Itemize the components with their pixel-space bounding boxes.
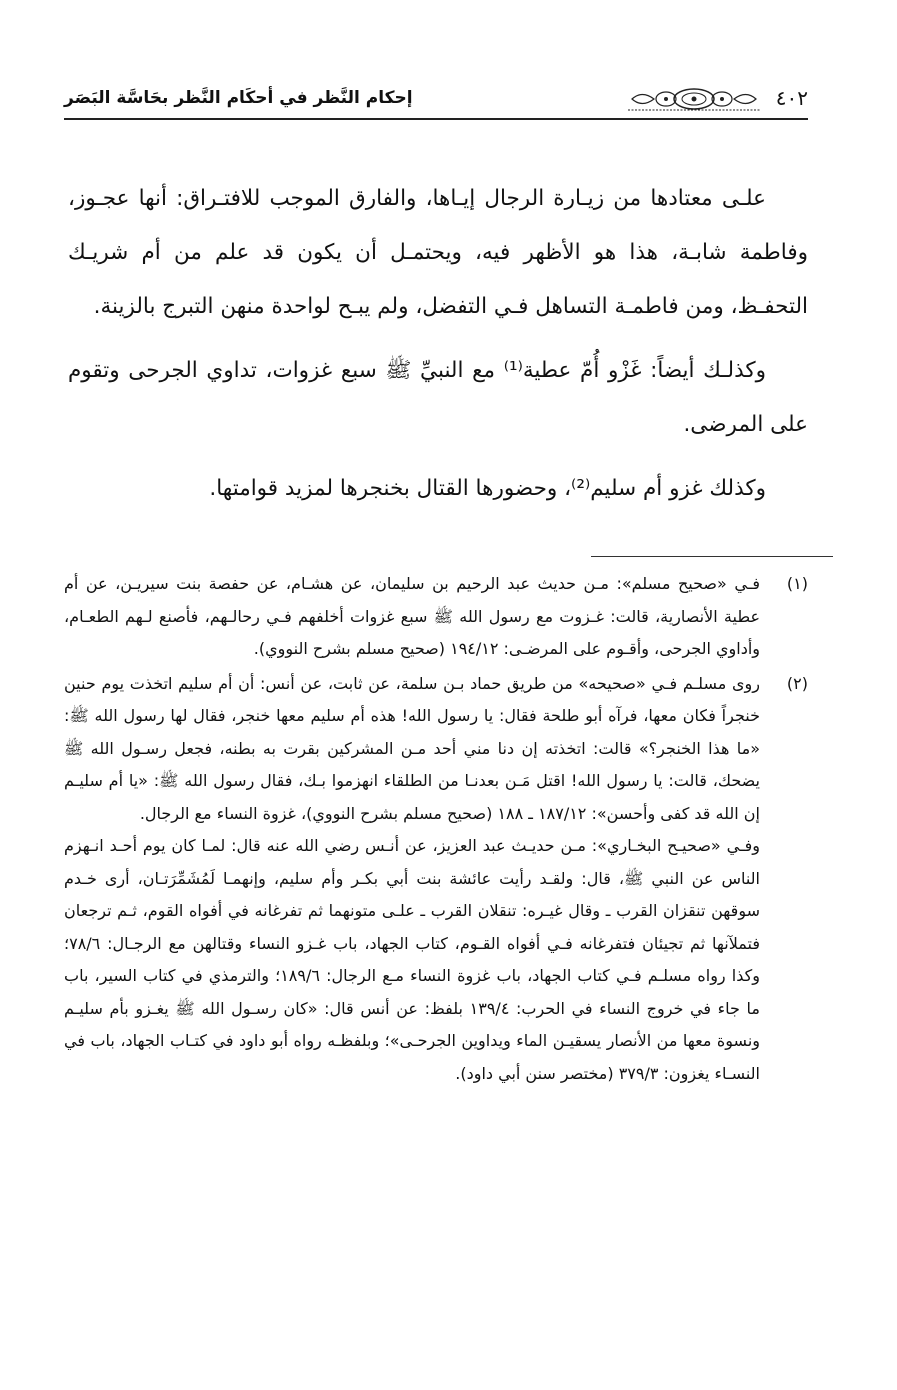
header-rule — [64, 118, 808, 120]
footnote-separator — [591, 556, 833, 557]
footnote-number: (١) — [786, 574, 808, 593]
main-paragraph-2: وكذلـك أيضاً: غَزْو أُمّ عطية⁽¹⁾ مع النبيِّ ﷺ سبع غزوات، تداوي الجرحى وتقوم على المرضى. — [68, 358, 808, 437]
page-header — [64, 86, 808, 114]
main-text — [68, 172, 808, 526]
footnote-text: فـي «صحيح مسلم»: مـن حديث عبد الرحيم بن سليمان، عن هشـام، عن حفصة بنت سيريـن، عن أم عطية الأنصارية، قالت: غـزوت مع رسول الله ﷺ سبع غزوات أخلفهم فـي رحالـهم، فأصنع لـهم الطعـام، وأداوي الجرحى، وأقـوم على المرضـى: ١٩٤/١٢ (صحيح مسلم بشرح النووي). — [64, 574, 760, 658]
footnote-text: وفـي «صحيـح البخـاري»: مـن حديـث عبد العزيز، عن أنـس رضي الله عنه قال: لمـا كان يوم أحـد انـهزم الناس عن النبي ﷺ، قال: ولقـد رأيت عائشة بنت أبي بكـر وأم سليم، وإنهمـا لَمُشَمِّرَتـان، أرى خـدم سوقهن تنقزان القرب ـ وقال غيـره: تنقلان القرب ـ علـى متونهما ثم تفرغانه في أفواه القوم، ثـم ترجعان فتملآنها ثم تجيئان فتفرغانه فـي أفواه القـوم، كتاب الجهاد، باب غـزو النساء وقتالهن مع الرجـال: ٧٨/٦؛ وكذا رواه مسلـم فـي كتاب الجهاد، باب غزوة النساء مـع الرجال: ١٨٩/٦؛ والترمذي في كتاب السير، باب ما جاء في خروج النساء في الحرب: ١٣٩/٤ بلفظ: عن أنس قال: «كان رسـول الله ﷺ يغـزو بأم سليـم ونسوة معها من الأنصار يسقيـن الماء ويداوين الجرحـى»؛ وبلفظـه رواه أبو داود في كتـاب الجهاد، باب في النسـاء يغزون: ٣٧٩/٣ (مختصر سنن أبي داود). — [64, 836, 761, 1083]
footnote-2 — [64, 668, 808, 1091]
footnotes — [64, 568, 808, 1092]
running-title: إحكام النَّظر في أحكَام النَّظر بحَاسَّة البَصَر — [64, 88, 413, 108]
main-paragraph-3: وكذلك غزو أم سليم⁽²⁾، وحضورها القتال بخنجرها لمزيد قوامتها. — [209, 476, 766, 501]
ornament-icon — [628, 86, 760, 112]
footnote-number: (٢) — [786, 673, 808, 693]
footnote-text: روى مسلـم فـي «صحيحه» من طريق حماد بـن سلمة، عن ثابت، عن أنس: أن أم سليم اتخذت يوم حنين خنجراً فكان معها، فرآه أبو طلحة فقال: يا رسول الله! هذه أم سليم معها خنجر، فقال لها رسول الله ﷺ: «ما هذا الخنجر؟» قالت: اتخذته إن دنا مني أحد مـن المشركين بقرت به بطنه، فجعل رسـول الله ﷺ يضحك، قالت: يا رسول الله! اقتل مَـن بعدنـا من الطلقاء انهزموا بـك، فقال رسول الله ﷺ: «يا أم سليـم إن الله قد كفى وأحسن»: ١٨٧/١٢ ـ ١٨٨ (صحيح مسلم بشرح النووي)، غزوة النساء مع الرجال. — [64, 673, 760, 823]
footnote-1 — [64, 568, 808, 666]
main-paragraph-1: علـى معتادها من زيـارة الرجال إيـاها، والفارق الموجب للافتـراق: أنها عجـوز، وفاطمة شابـة، هذا هو الأظهر فيه، ويحتمـل أن يكون قد علم من أم شريـك التحفـظ، ومن فاطمـة التساهل فـي التفضل، ولم يبـح لواحدة منهن التبرج بالزينة. — [68, 186, 808, 319]
page-number: ٤٠٢ — [775, 86, 808, 110]
